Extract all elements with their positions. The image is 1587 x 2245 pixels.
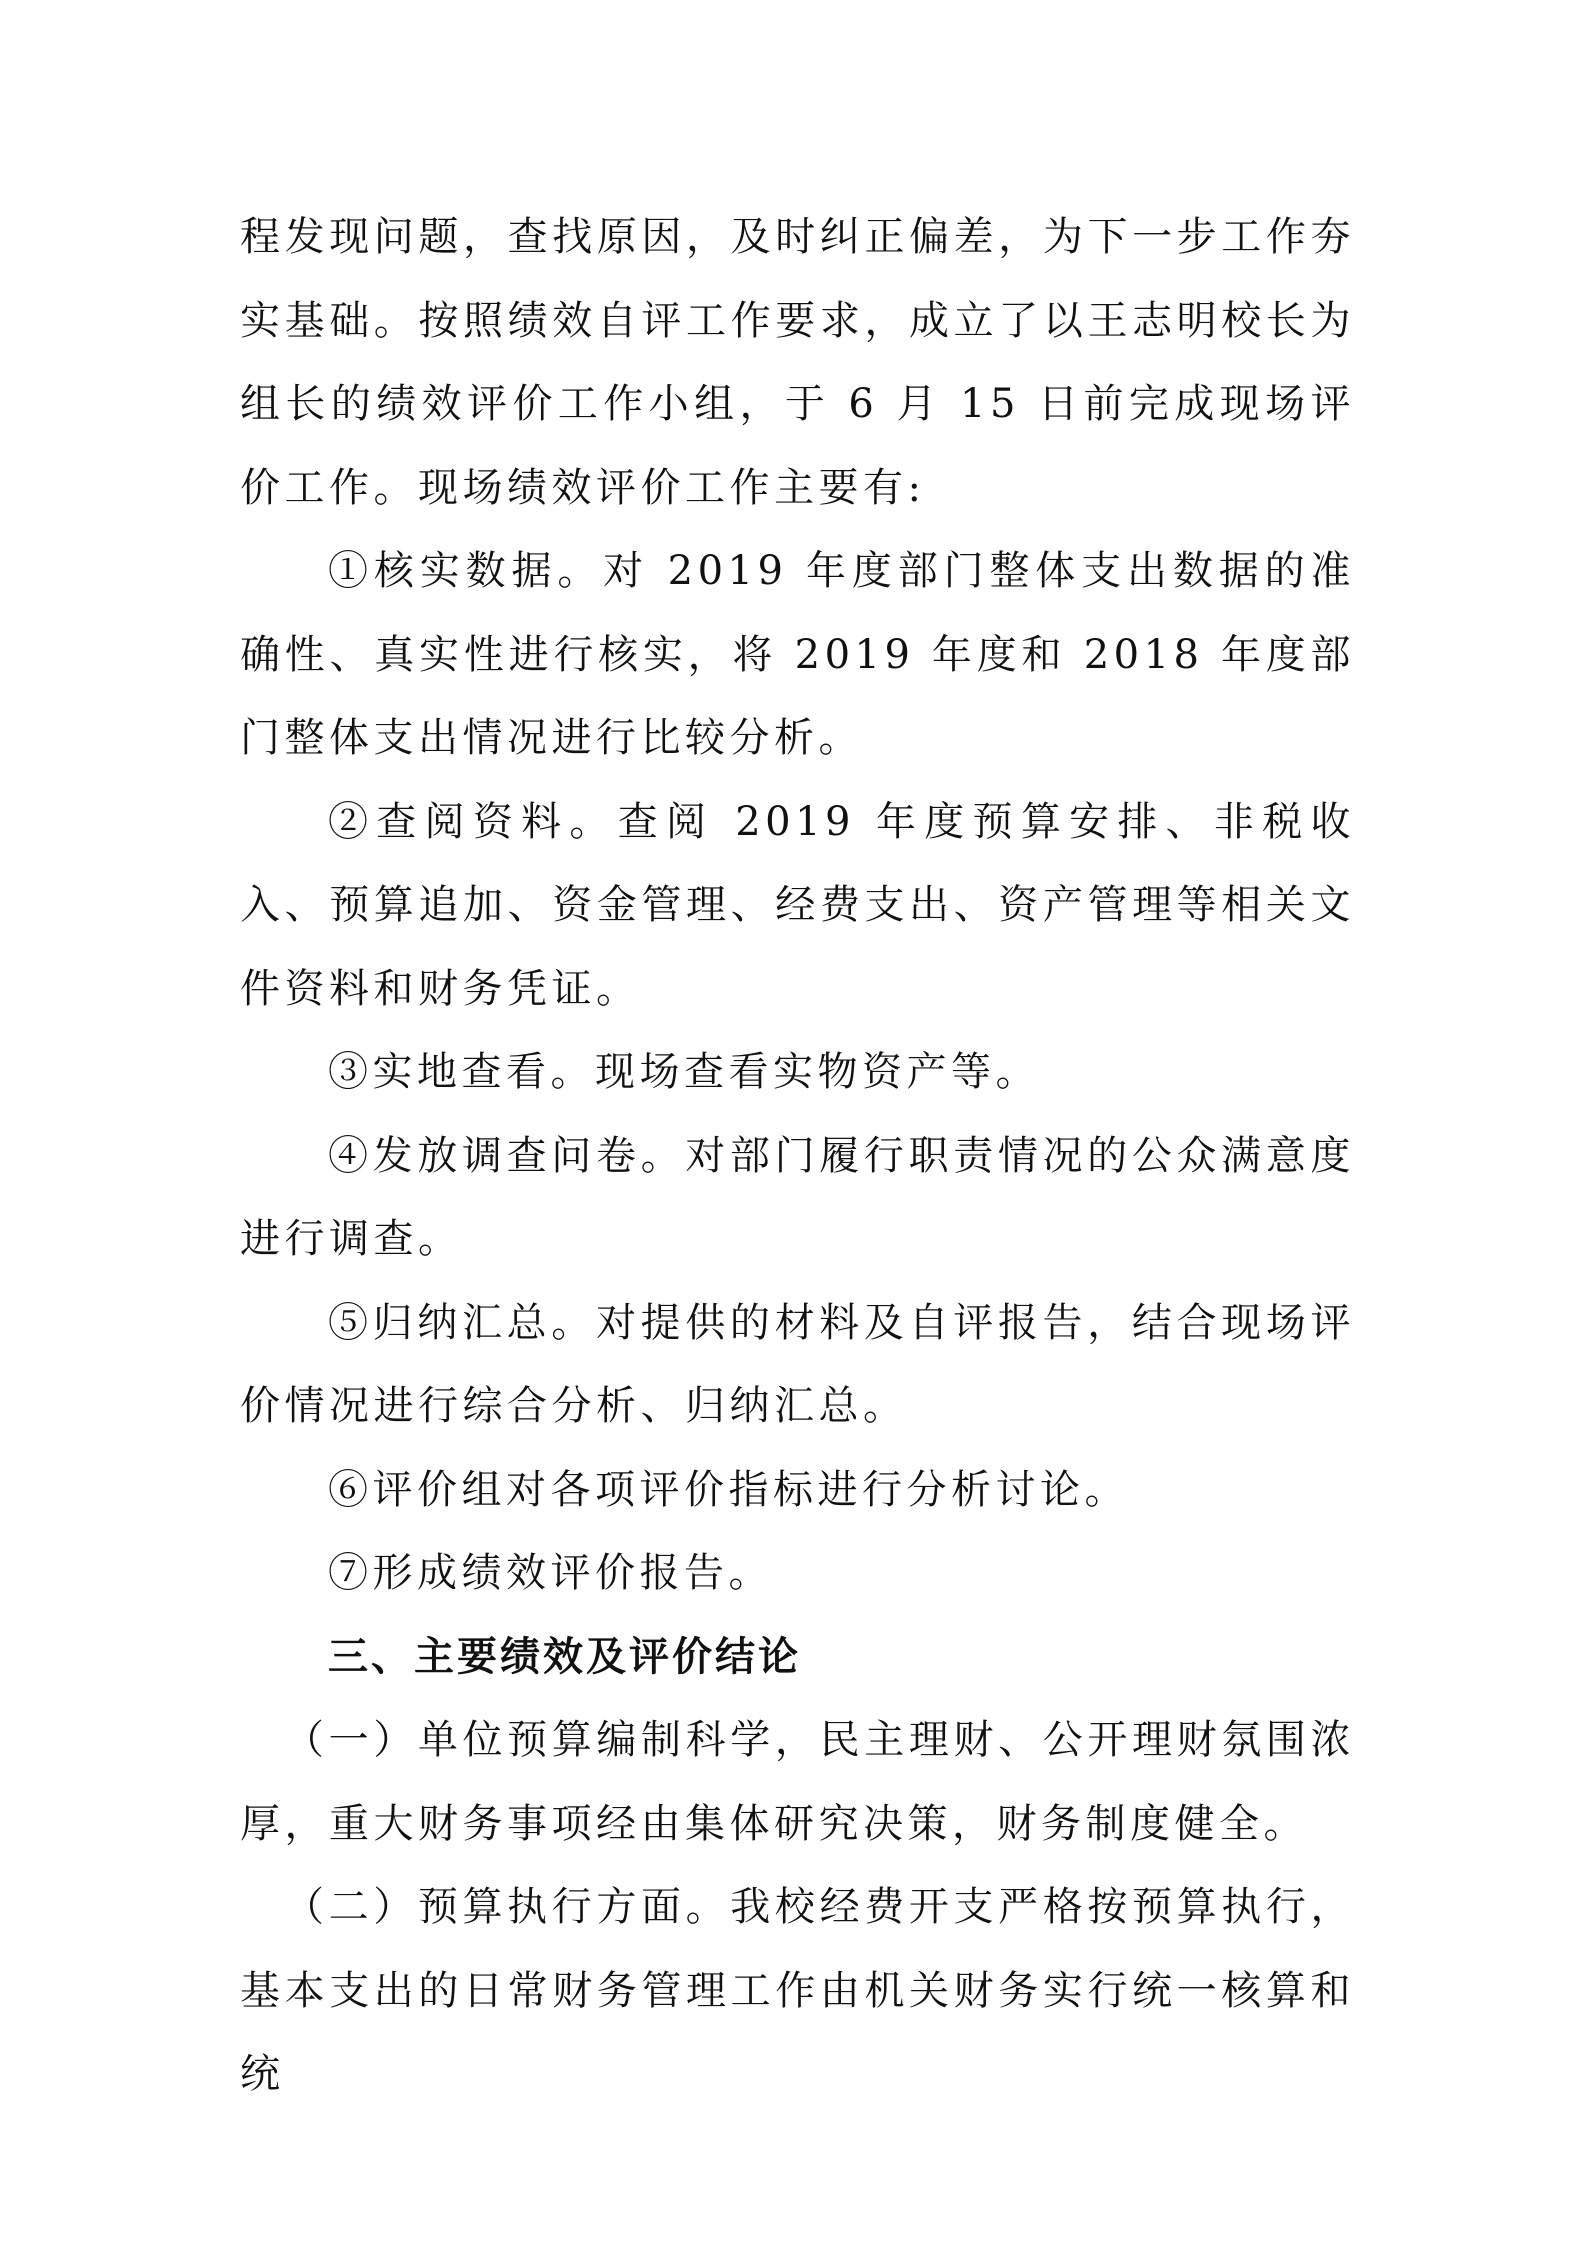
subsection-budget-execution: （二）预算执行方面。我校经费开支严格按预算执行，基本支出的日常财务管理工作由机关财务实行统一核算和统 <box>240 1884 1355 2097</box>
body-text <box>240 196 1355 2117</box>
paragraph-continuation: 程发现问题，查找原因，及时纠正偏差，为下一步工作夯实基础。按照绩效自评工作要求，成立了以王志明校长为组长的绩效评价工作小组，于 6 月 15 日前完成现场评价工作。现场绩效评价工作主要有: <box>240 214 1355 511</box>
list-item-review-documents: ②查阅资料。查阅 2019 年度预算安排、非税收入、预算追加、资金管理、经费支出、资产管理等相关文件资料和财务凭证。 <box>240 798 1355 1012</box>
section-heading: 三、主要绩效及评价结论 <box>328 1633 801 1680</box>
list-item-report: ⑦形成绩效评价报告。 <box>328 1550 773 1596</box>
list-item-questionnaire: ④发放调查问卷。对部门履行职责情况的公众满意度进行调查。 <box>240 1132 1355 1262</box>
list-item-summarize: ⑤归纳汇总。对提供的材料及自评报告，结合现场评价情况进行综合分析、归纳汇总。 <box>240 1299 1355 1429</box>
list-item-discussion: ⑥评价组对各项评价指标进行分析讨论。 <box>328 1466 1129 1513</box>
list-item-verify-data: ①核实数据。对 2019 年度部门整体支出数据的准确性、真实性进行核实，将 2019 年度和 2018 年度部门整体支出情况进行比较分析。 <box>240 548 1355 761</box>
list-item-site-inspection: ③实地查看。现场查看实物资产等。 <box>328 1049 1040 1095</box>
subsection-budget-preparation: （一）单位预算编制科学，民主理财、公开理财氛围浓厚，重大财务事项经由集体研究决策，财务制度健全。 <box>240 1717 1355 1847</box>
